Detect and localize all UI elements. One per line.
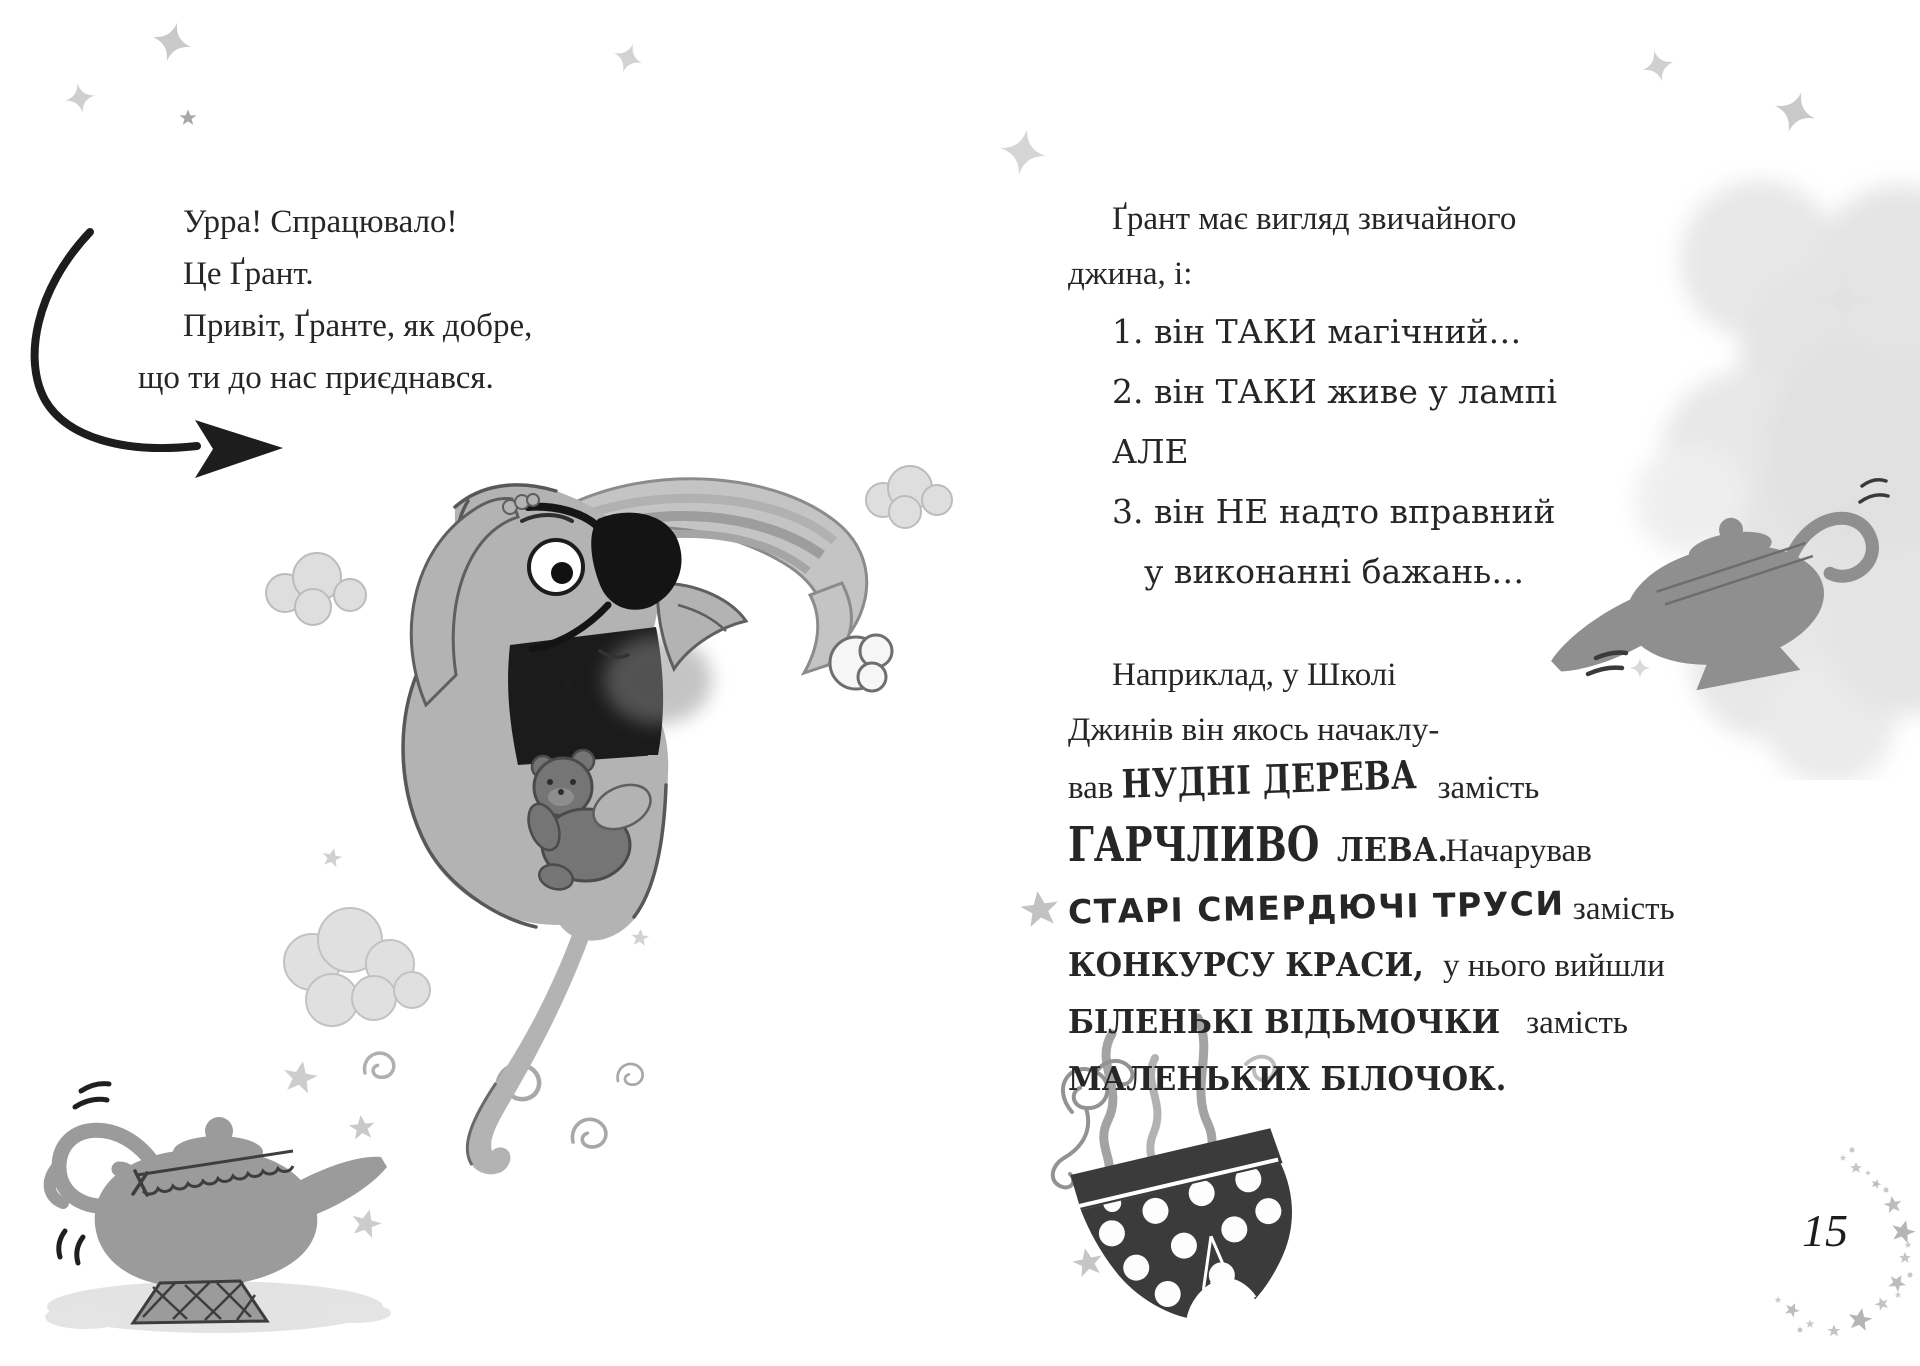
cheek-blush: [604, 636, 712, 724]
dialogue-line: Це Ґрант.: [183, 256, 314, 292]
page-number: 15: [1802, 1205, 1848, 1256]
story-text: замість: [1526, 1005, 1628, 1041]
curved-arrow-icon: [15, 210, 335, 490]
styled-phrase-boring-trees: НУДНІ ДЕРЕВА: [1120, 751, 1418, 808]
story-line: [1068, 1051, 1748, 1108]
list-item: 3. він НЕ надто вправний: [1112, 492, 1556, 531]
story-text: замість: [1572, 891, 1675, 927]
styled-phrase-witches: БІЛЕНЬКІ ВІДЬМОЧКИ: [1068, 1002, 1501, 1041]
story-text: замість: [1437, 770, 1540, 806]
dialogue-line: Урра! Спрацювало!: [183, 204, 458, 240]
story-line: [1068, 880, 1748, 937]
genie-illustration: [360, 455, 940, 1215]
story-paragraph: [1068, 648, 1748, 1108]
styled-phrase-stinky-pants: СТАРІ СМЕРДЮЧІ ТРУСИ: [1067, 883, 1565, 932]
genie-facts-list: [1112, 302, 1748, 602]
dialogue-line: що ти до нас приєднався.: [138, 360, 494, 396]
cap-pompom: [830, 635, 892, 691]
story-line: [1068, 751, 1748, 816]
right-page-text-block: [1068, 192, 1748, 1108]
intro-line: джина, і:: [1068, 256, 1193, 292]
story-text: Начарував: [1445, 833, 1592, 869]
list-conjunction: АЛЕ: [1112, 432, 1189, 471]
styled-phrase-roaring: ГАРЧЛИВО: [1068, 817, 1320, 873]
story-line: Джинів він якось начаклу-: [1068, 712, 1440, 748]
styled-phrase-squirrels: МАЛЕНЬКИХ БІЛОЧОК.: [1068, 1059, 1507, 1098]
genie-lamp-illustration: [25, 1055, 395, 1360]
story-text: у нього вийшли: [1443, 948, 1665, 984]
styled-phrase-lion: ЛЕВА.: [1336, 830, 1448, 869]
dialogue-line: Привіт, Ґранте, як добре,: [183, 308, 533, 344]
story-text: вав: [1068, 770, 1114, 806]
story-line: [1068, 816, 1748, 880]
story-line: Наприклад, у Школі: [1112, 657, 1397, 693]
list-item: 2. він ТАКИ живе у лампі: [1112, 372, 1558, 411]
story-line: [1068, 937, 1748, 994]
story-line: [1068, 994, 1748, 1051]
styled-phrase-beauty-contest: КОНКУРСУ КРАСИ,: [1068, 945, 1424, 984]
list-item: 1. він ТАКИ магічний…: [1112, 312, 1522, 351]
intro-line: Ґрант має вигляд звичайного: [1112, 201, 1517, 237]
list-item-continuation: у виконанні бажань…: [1144, 552, 1525, 591]
